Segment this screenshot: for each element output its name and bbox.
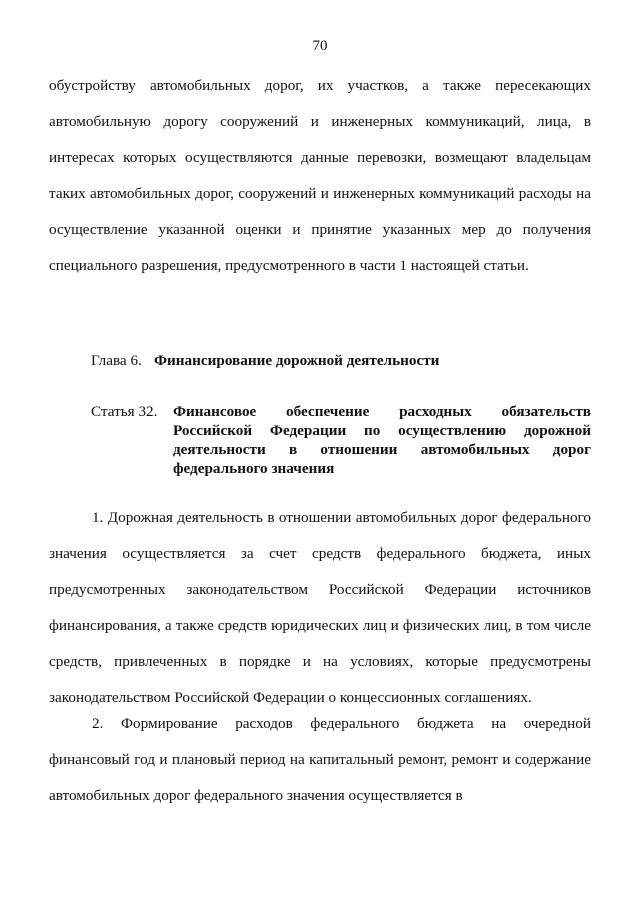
page-number: 70 <box>312 38 328 54</box>
chapter-number: Глава 6. <box>91 352 142 369</box>
paragraph-2: 2. Формирование расходов федерального бюджета на очередной финансовый год и плановый период на капитальный ремонт, ремонт и содержание автомобильных дорог федерального значения осуществляется в <box>49 715 591 804</box>
chapter-title: Финансирование дорожной деятельности <box>154 352 440 369</box>
chapter-heading <box>91 350 439 372</box>
article-title: Финансовое обеспечение расходных обязательств Российской Федерации по осуществлению дорожной деятельности в отношении автомобильных дорог федерального значения <box>173 403 591 477</box>
paragraph-1: 1. Дорожная деятельность в отношении автомобильных дорог федерального значения осуществляется за счет средств федерального бюджета, иных предусмотренных законодательством Российской Федерации источников финансирования, а также средств юридических лиц и физических лиц, в том числе средств, привлеченных в порядке и на условиях, которые предусмотрены законодательством Российской Федерации о концессионных соглашениях. <box>49 509 591 706</box>
continuation-paragraph: обустройству автомобильных дорог, их участков, а также пересекающих автомобильную дорогу сооружений и инженерных коммуникаций, лица, в интересах которых осуществляются данные перевозки, возмещают владельцам таких автомобильных дорог, сооружений и инженерных коммуникаций расходы на осуществление указанной оценки и принятие указанных мер до получения специального разрешения, предусмотренного в части 1 настоящей статьи. <box>49 77 591 274</box>
article-number: Статья 32. <box>91 403 158 420</box>
